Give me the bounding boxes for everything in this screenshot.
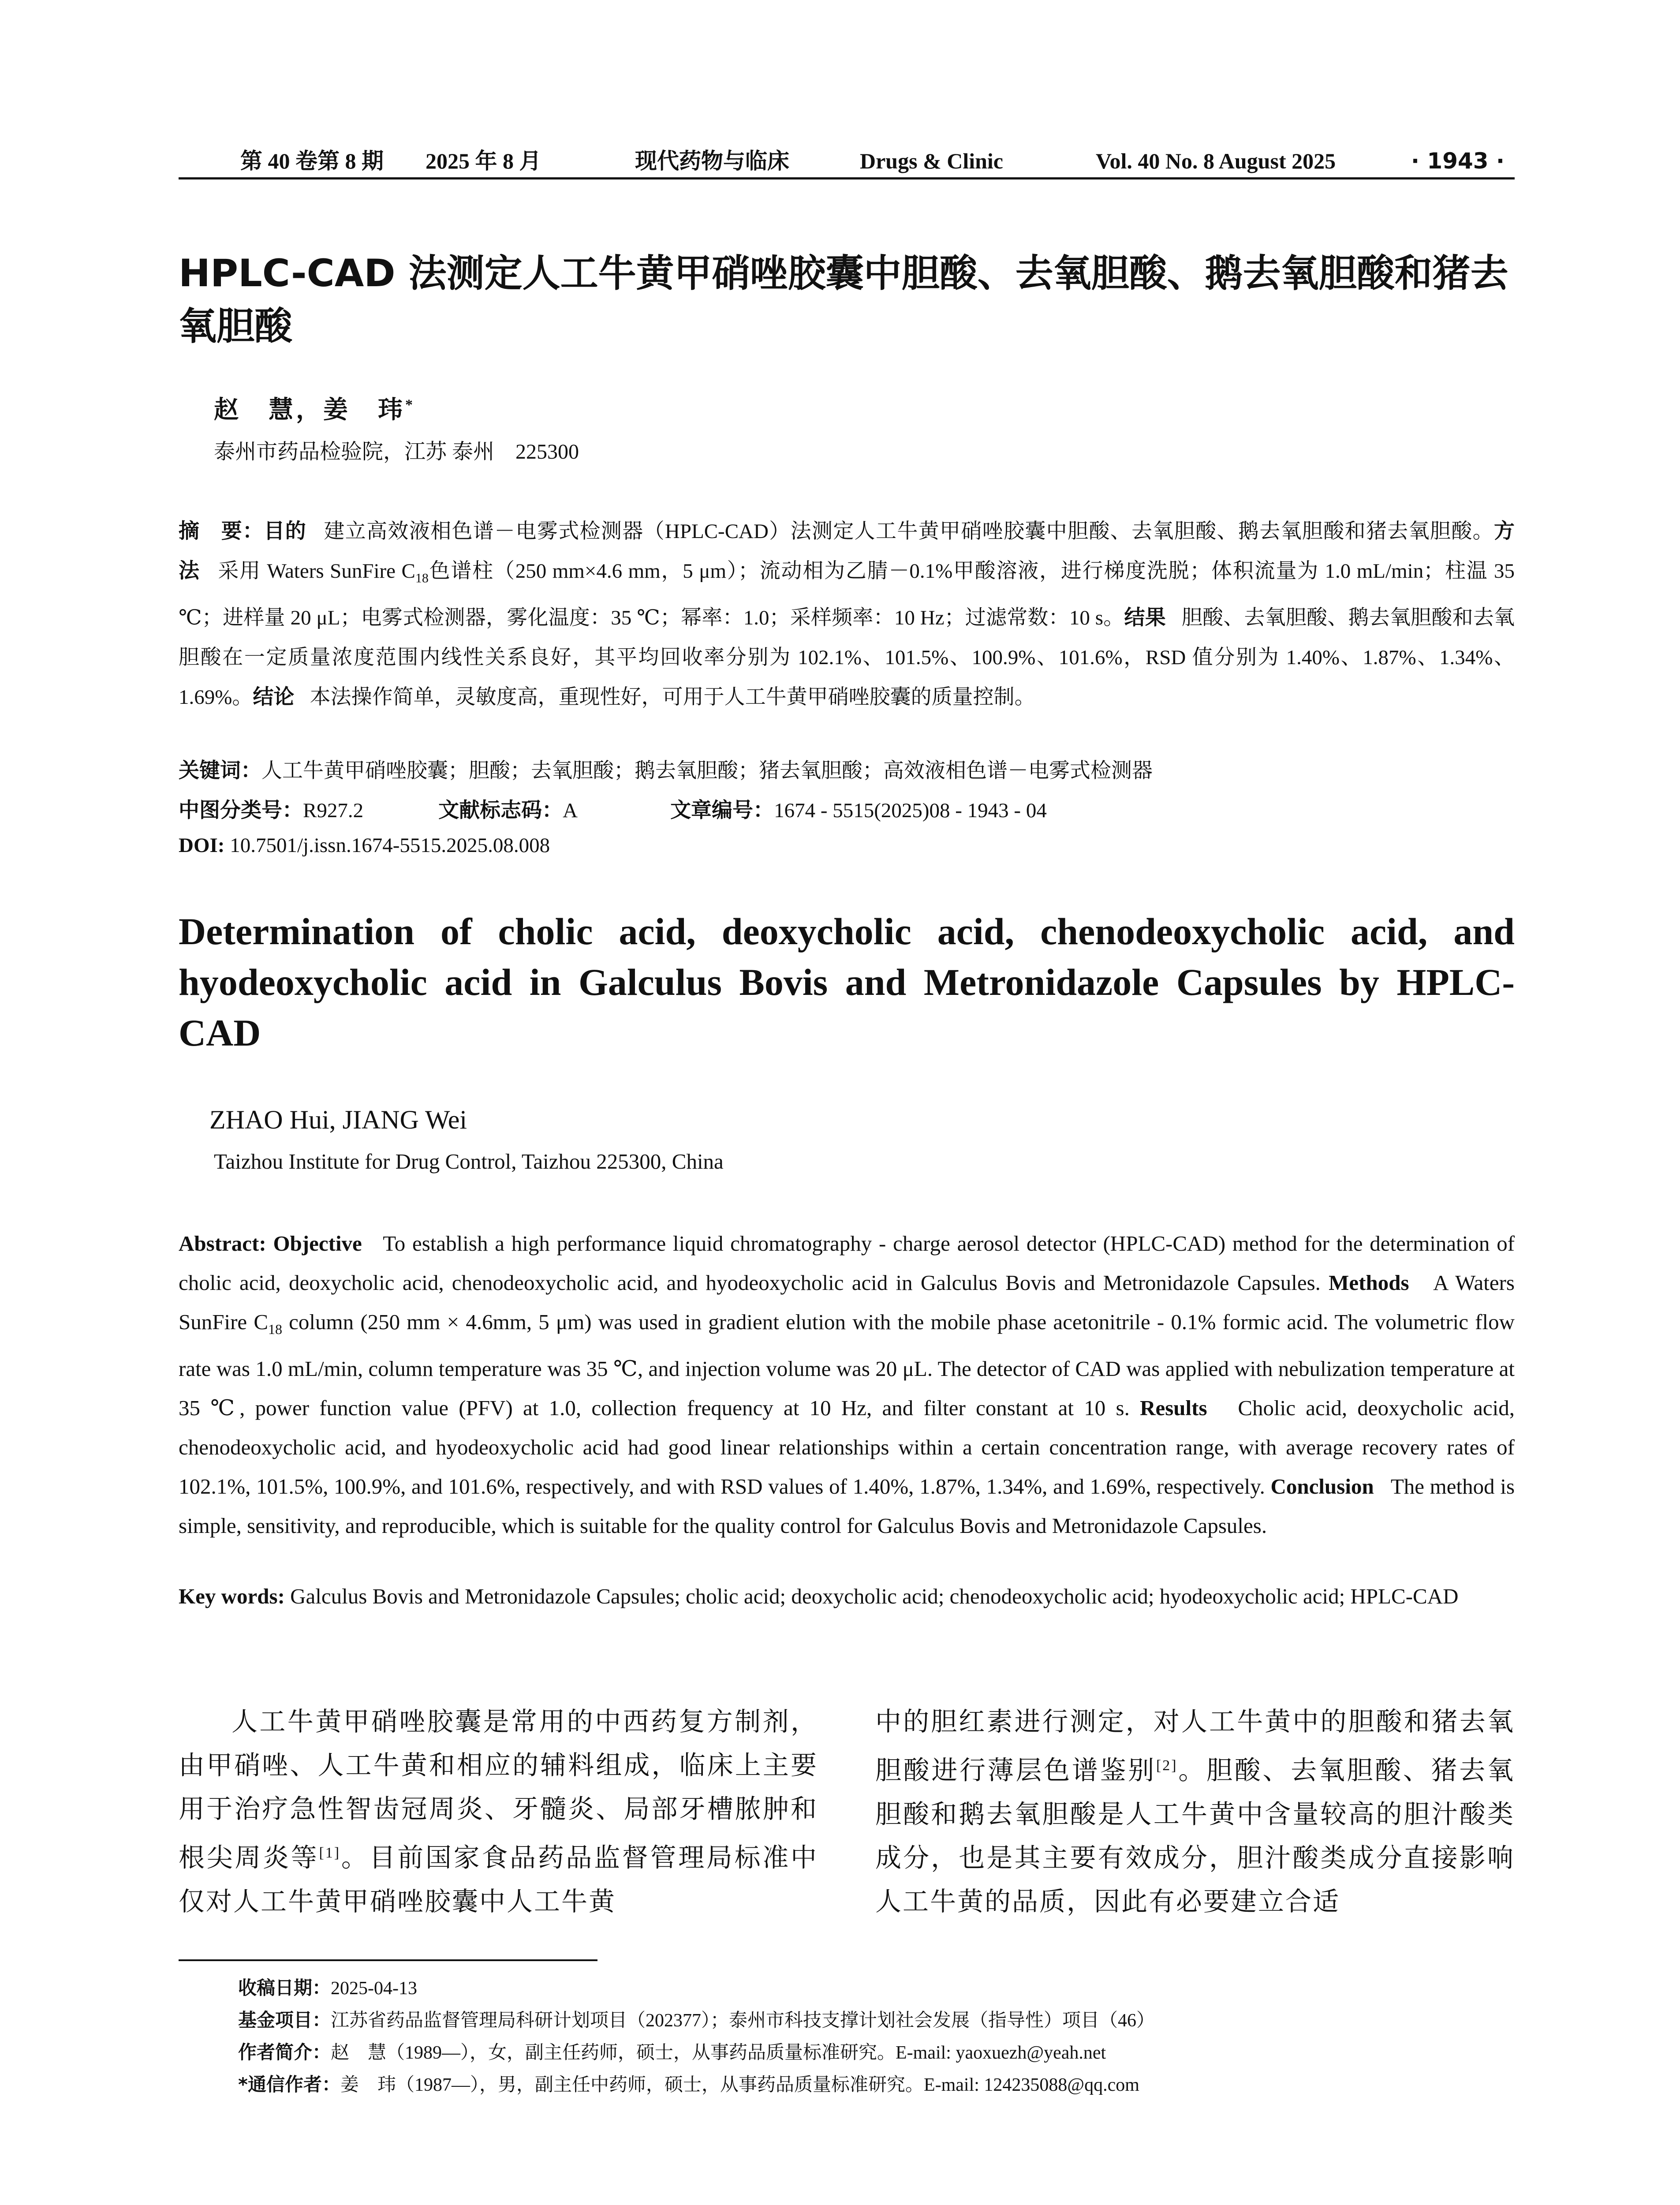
- english-affiliation: Taizhou Institute for Drug Control, Taizhou 225300, China: [214, 1149, 724, 1174]
- conclusion-text-en: The method is simple, sensitivity, and reproducible, which is suitable for the quality control for Galculus Bovis and Metronidazole Capsules.: [179, 1474, 1515, 1538]
- footnote-rule: [179, 1959, 597, 1961]
- methods-text-cn-b: 色谱柱（250 mm×4.6 mm，5 μm）；流动相为乙腈－0.1%甲酸溶液，进行梯度洗脱；体积流量为 1.0 mL/min；柱温 35 ℃；进样量 20 μL；电雾式检测器，雾化温度：35 ℃；幂率：1.0；采样频率：10 Hz；过滤常数：10 s。: [179, 560, 1515, 630]
- keywords-text-cn: 人工牛黄甲硝唑胶囊；胆酸；去氧胆酸；鹅去氧胆酸；猪去氧胆酸；高效液相色谱－电雾式检测器: [261, 759, 1153, 782]
- methods-subscript-cn: 18: [415, 571, 429, 586]
- results-label-cn: 结果: [1124, 605, 1166, 630]
- corresponding-mark: *: [405, 396, 415, 413]
- chinese-title: HPLC-CAD 法测定人工牛黄甲硝唑胶囊中胆酸、去氧胆酸、鹅去氧胆酸和猪去氧胆酸: [179, 251, 1508, 348]
- methods-text-cn-a: 采用 Waters SunFire C: [218, 560, 415, 583]
- chinese-keywords: [179, 754, 1153, 784]
- doi-label: DOI:: [179, 834, 225, 857]
- header-date-cn: 2025 年 8 月: [426, 149, 541, 173]
- fund-label: 基金项目：: [238, 2009, 331, 2031]
- results-text-en: Cholic acid, deoxycholic acid, chenodeoxycholic acid, and hyodeoxycholic acid had good linear relationships within a certain concentration range, with average recovery rates of 102.1%, 101.5%, 100.9%, and 101.6%, respectively, and with RSD values of 1.40%, 1.87%, 1.34%, and 1.69%, respectively.: [179, 1395, 1515, 1499]
- classification-line: [179, 794, 1047, 823]
- footnote-received: [238, 1973, 417, 2000]
- doi-line: [179, 833, 550, 857]
- methods-text-en-a: A Waters SunFire C: [179, 1271, 1515, 1334]
- chinese-author-names: 赵 慧，姜 玮: [214, 396, 405, 424]
- body-right-text-b: 。胆酸、去氧胆酸、猪去氧胆酸和鹅去氧胆酸是人工牛黄中含量较高的胆汁酸类成分，也是其主要有效成分，胆汁酸类成分直接影响人工牛黄的品质，因此有必要建立合适: [875, 1756, 1515, 1916]
- results-text-cn: 胆酸、去氧胆酸、鹅去氧胆酸和去氧胆酸在一定质量浓度范围内线性关系良好，其平均回收率分别为 102.1%、101.5%、100.9%、101.6%，RSD 值分别为 1.40%、1.87%、1.34%、1.69%。: [179, 606, 1515, 709]
- objective-text-en: To establish a high performance liquid chromatography - charge aerosol detector (HPLC-CAD) method for the determination of cholic acid, deoxycholic acid, chenodeoxycholic acid, and hyodeoxycholic acid in Galculus Bovis and Metronidazole Capsules.: [179, 1231, 1515, 1295]
- doi-value: 10.7501/j.issn.1674-5515.2025.08.008: [230, 834, 550, 857]
- methods-label-en: Methods: [1329, 1271, 1409, 1295]
- footnote-corresponding: [238, 2070, 1139, 2097]
- objective-text-cn: 建立高效液相色谱－电雾式检测器（HPLC-CAD）法测定人工牛黄甲硝唑胶囊中胆酸、去氧胆酸、鹅去氧胆酸和猪去氧胆酸。: [324, 520, 1494, 543]
- reference-1: [1]: [319, 1845, 341, 1861]
- conclusion-label-cn: 结论: [253, 685, 295, 710]
- header-volume-cn: 第 40 卷第 8 期: [240, 149, 384, 173]
- chinese-authors: [214, 390, 415, 426]
- body-left-text-a: 人工牛黄甲硝唑胶囊是常用的中西药复方制剂，由甲硝唑、人工牛黄和相应的辅料组成，临床上主要用于治疗急性智齿冠周炎、牙髓炎、局部牙槽脓肿和根尖周炎等: [179, 1707, 818, 1872]
- keywords-text-en: Galculus Bovis and Metronidazole Capsules; cholic acid; deoxycholic acid; chenodeoxycholic acid; hyodeoxycholic acid; HPLC-CAD: [290, 1584, 1459, 1608]
- received-label: 收稿日期：: [238, 1977, 331, 1999]
- abstract-objective-label-en: Abstract: Objective: [179, 1231, 362, 1256]
- results-label-en: Results: [1140, 1395, 1207, 1420]
- english-abstract: [179, 1224, 1515, 1545]
- article-number-label: 文章编号：: [670, 798, 774, 822]
- chinese-abstract: [179, 512, 1515, 717]
- article-number-value: 1674 - 5515(2025)08 - 1943 - 04: [774, 799, 1047, 822]
- english-authors: ZHAO Hui, JIANG Wei: [209, 1105, 467, 1134]
- objective-label-cn: 目的: [264, 519, 307, 543]
- doccode-value: A: [563, 799, 578, 822]
- body-column-left: [179, 1700, 818, 1924]
- body-column-right: [875, 1700, 1515, 1924]
- header-journal-cn: 现代药物与临床: [635, 149, 789, 173]
- abstract-label-cn: 摘 要：: [179, 519, 264, 543]
- methods-label-cn: 方法: [179, 519, 1515, 583]
- header-journal-en: Drugs & Clinic: [860, 149, 1003, 173]
- keywords-label-en: Key words:: [179, 1584, 285, 1608]
- doccode-label: 文献标志码：: [438, 798, 563, 822]
- methods-subscript-en: 18: [268, 1321, 283, 1337]
- reference-2: [2]: [1156, 1757, 1178, 1774]
- fund-text: 江苏省药品监督管理局科研计划项目（202377）；泰州市科技支撑计划社会发展（指导性）项目（46）: [331, 2011, 1155, 2031]
- author-bio-label: 作者简介：: [238, 2041, 331, 2063]
- methods-text-en-b: column (250 mm × 4.6mm, 5 μm) was used in gradient elution with the mobile phase acetonitrile - 0.1% formic acid. The volumetric flow rate was 1.0 mL/min, column temperature was 35 ℃, and injection volume was 20 μL. The detector of CAD was applied with nebulization temperature at 35 ℃, power function value (PFV) at 1.0, collection frequency at 10 Hz, and filter constant at 10 s.: [179, 1310, 1515, 1420]
- body-left-text-b: 。目前国家食品药品监督管理局标准中仅对人工牛黄甲硝唑胶囊中人工牛黄: [179, 1843, 818, 1916]
- corresponding-text: 姜 玮（1987—），男，副主任中药师，硕士，从事药品质量标准研究。E-mail: 124235088@qq.com: [340, 2075, 1139, 2095]
- conclusion-label-en: Conclusion: [1270, 1474, 1374, 1499]
- body-right-text-a: 中的胆红素进行测定，对人工牛黄中的胆酸和猪去氧胆酸进行薄层色谱鉴别: [875, 1707, 1515, 1785]
- clc-value: R927.2: [303, 799, 364, 822]
- clc-label: 中图分类号：: [179, 798, 303, 822]
- header-page-number: · 1943 ·: [1411, 148, 1505, 174]
- header-volume-en: Vol. 40 No. 8 August 2025: [1096, 149, 1336, 173]
- footnote-fund: [238, 2006, 1155, 2032]
- keywords-label-cn: 关键词：: [179, 759, 261, 783]
- corresponding-label: *通信作者：: [238, 2074, 340, 2095]
- conclusion-text-cn: 本法操作简单，灵敏度高，重现性好，可用于人工牛黄甲硝唑胶囊的质量控制。: [310, 686, 1035, 709]
- header-rule: [179, 177, 1515, 179]
- english-keywords: [179, 1577, 1515, 1616]
- author-bio-text: 赵 慧（1989—），女，副主任药师，硕士，从事药品质量标准研究。E-mail: yaoxuezh@yeah.net: [331, 2043, 1106, 2063]
- received-date: 2025-04-13: [331, 1978, 417, 1999]
- english-title: Determination of cholic acid, deoxycholic acid, chenodeoxycholic acid, and hyodeoxycholic acid in Galculus Bovis and Metronidazole Capsules by HPLC-CAD: [179, 910, 1515, 1054]
- footnote-author: [238, 2038, 1106, 2064]
- chinese-affiliation: 泰州市药品检验院，江苏 泰州 225300: [214, 440, 579, 463]
